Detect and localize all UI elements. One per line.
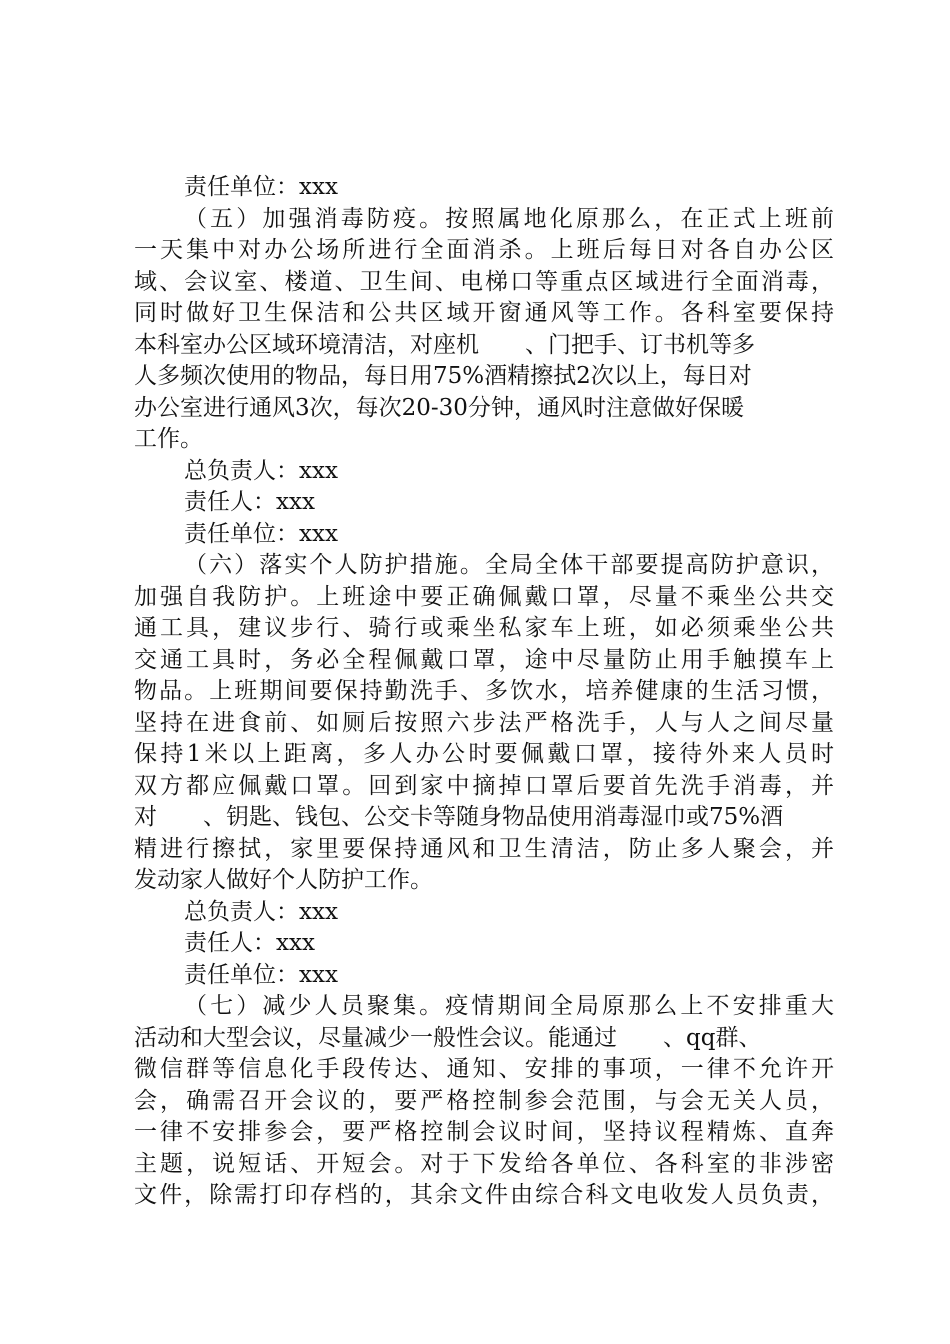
document-line: 会，确需召开会议的，要严格控制参会范围，与会无关人员， [134, 1087, 834, 1114]
document-line: 发动家人做好个人防护工作。 [134, 867, 433, 893]
document-line: 同时做好卫生保洁和公共区域开窗通风等工作。各科室要保持 [134, 300, 834, 326]
document-line: 总负责人：xxx [184, 898, 338, 925]
document-line: （五）加强消毒防疫。按照属地化原那么，在正式上班前 [184, 205, 834, 232]
document-line: 微信群等信息化手段传达、通知、安排的事项，一律不允许开 [134, 1056, 834, 1082]
document-line: 物品。上班期间要保持勤洗手、多饮水，培养健康的生活习惯， [134, 678, 834, 704]
document-line: 人多频次使用的物品，每日用75%酒精擦拭2次以上，每日对 [134, 363, 752, 389]
document-line: 责任单位：xxx [184, 961, 338, 988]
document-line: 通工具，建议步行、骑行或乘坐私家车上班，如必须乘坐公共 [134, 615, 834, 641]
document-line: 本科室办公区域环境清洁，对座机 、门把手、订书机等多 [134, 331, 755, 358]
document-line: 一律不安排参会，要严格控制会议时间，坚持议程精炼、直奔 [134, 1119, 834, 1145]
document-line: 工作。 [134, 426, 203, 452]
document-line: 一天集中对办公场所进行全面消杀。上班后每日对各自办公区 [134, 237, 834, 263]
document-line: （六）落实个人防护措施。全局全体干部要提高防护意识， [184, 552, 834, 578]
document-line: 交通工具时，务必全程佩戴口罩，途中尽量防止用手触摸车上 [134, 646, 834, 673]
document-line: （七）减少人员聚集。疫情期间全局原那么上不安排重大 [184, 993, 834, 1019]
document-line: 加强自我防护。上班途中要正确佩戴口罩，尽量不乘坐公共交 [134, 583, 834, 610]
document-line: 精进行擦拭，家里要保持通风和卫生清洁，防止多人聚会，并 [134, 835, 834, 862]
document-line: 责任人：xxx [184, 489, 315, 515]
document-line: 责任单位：xxx [184, 520, 338, 547]
document-line: 对 、钥匙、钱包、公交卡等随身物品使用消毒湿巾或75%酒 [134, 804, 784, 830]
document-line: 文件，除需打印存档的，其余文件由综合科文电收发人员负责， [134, 1182, 834, 1208]
document-line: 主题，说短话、开短会。对于下发给各单位、各科室的非涉密 [134, 1150, 834, 1177]
document-line: 保持1米以上距离，多人办公时要佩戴口罩，接待外来人员时 [134, 741, 834, 767]
document-line: 双方都应佩戴口罩。回到家中摘掉口罩后要首先洗手消毒，并 [134, 772, 834, 799]
document-line: 坚持在进食前、如厕后按照六步法严格洗手，人与人之间尽量 [134, 709, 834, 736]
document-line: 责任单位：xxx [184, 174, 338, 200]
document-line: 活动和大型会议，尽量减少一般性会议。能通过 、qq群、 [134, 1024, 762, 1051]
document-line: 总负责人：xxx [184, 457, 338, 484]
document-line: 域、会议室、楼道、卫生间、电梯口等重点区域进行全面消毒， [134, 268, 834, 295]
document-body [134, 172, 834, 1212]
document-line: 办公室进行通风3次，每次20-30分钟，通风时注意做好保暖 [134, 394, 744, 421]
document-line: 责任人：xxx [184, 930, 315, 956]
